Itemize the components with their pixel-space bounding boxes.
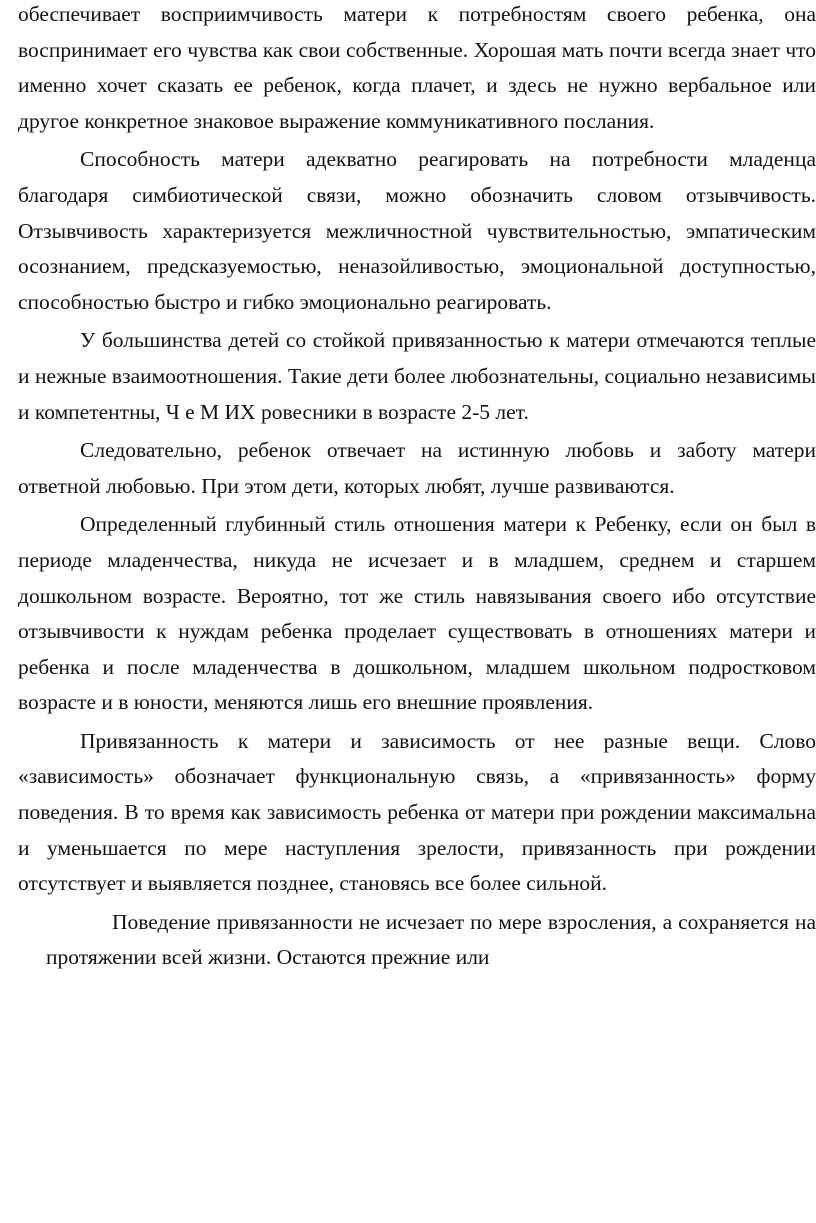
paragraph: Привязанность к матери и зависимость от нее разные вещи. Слово «зависимость» обозначает функциональную связь, а «привязанность» форму поведения. В то время как зависимость ребенка от матери при рождении максимальна и уменьшается по мере наступления зрелости, привязанность при рождении отсутствует и выявляется позднее, становясь все более сильной. [18, 728, 816, 896]
paragraph: обеспечивает восприимчивость матери к потребностям своего ребенка, она воспринимает его чувства как свои собственные. Хорошая мать почти всегда знает что именно хочет сказать ее ребенок, когда плачет, и здесь не нужно вербальное или другое конкретное знаковое выражение коммуникативного послания. [18, 2, 816, 133]
paragraph: Способность матери адекватно реагировать на потребности младенца благодаря симбиотической связи, можно обозначить словом отзывчивость. Отзывчивость характеризуется межличностной чувствительностью, эмпатическим осознанием, предсказуемостью, неназойливостью, эмоциональной доступностью, способностью быстро и гибко эмоционально реагировать. [18, 147, 816, 314]
paragraph: Следовательно, ребенок отвечает на истинную любовь и заботу матери ответной любовью. При этом дети, которых любят, лучше развиваются. [18, 438, 816, 498]
paragraph: Определенный глубинный стиль отношения матери к Ребенку, если он был в периоде младенчества, никуда не исчезает и в младшем, среднем и старшем дошкольном возрасте. Вероятно, тот же стиль навязывания своего ибо отсутствие отзывчивости к нуждам ребенка проделает существовать в отношениях матери и ребенка и после младенчества в дошкольном, младшем школьном подростковом возрасте и в юности, меняются лишь его внешние проявления. [18, 512, 816, 715]
paragraph: Поведение привязанности не исчезает по мере взросления, а сохраняется на протяжении всей жизни. Остаются прежние или [46, 909, 816, 970]
document-page [18, 0, 816, 1223]
paragraph: У большинства детей со стойкой привязанностью к матери отмечаются теплые и нежные взаимоотношения. Такие дети более любознательны, социально независимы и компетентны, Ч е М ИХ ровесники в возрасте 2-5 лет. [18, 328, 816, 424]
